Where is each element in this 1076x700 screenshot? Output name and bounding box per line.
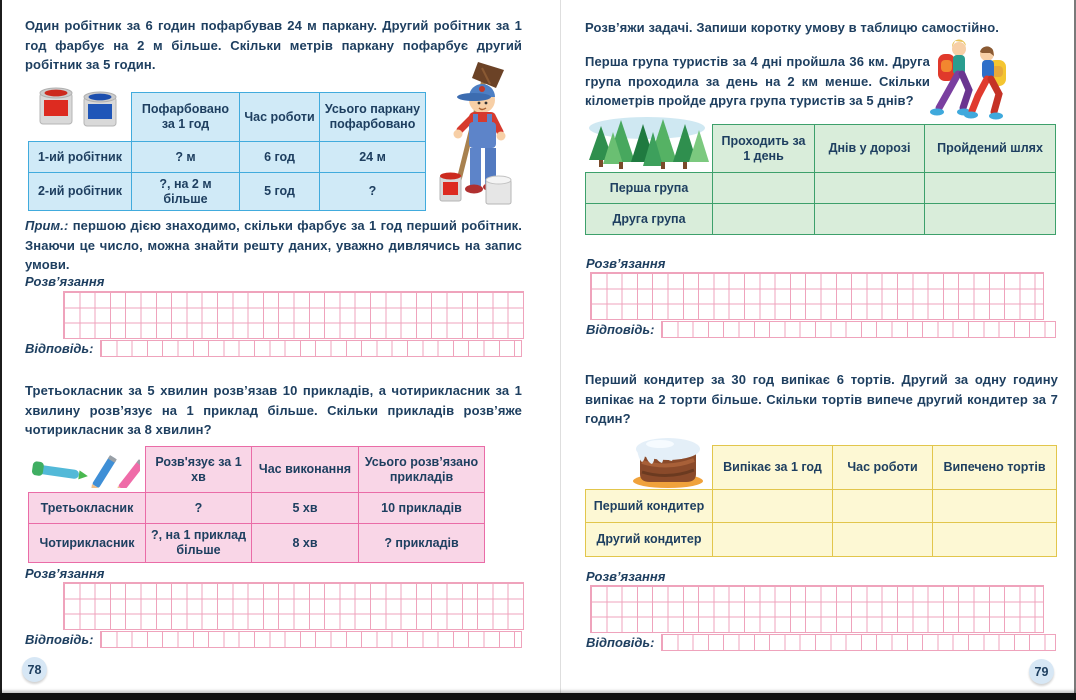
column-header: Проходить за 1 день [713,125,815,173]
table-row [29,142,426,173]
answer-label: Відповідь: [25,341,94,356]
table-row [586,490,1057,523]
painter-boy-icon [424,60,526,210]
answer-label: Відповідь: [25,632,94,647]
empty-cell [815,204,925,235]
page-gutter [560,0,561,700]
empty-cell [833,523,933,557]
row-label: 1-ий робітник [29,142,132,173]
answer-label: Відповідь: [586,635,655,650]
page-number-badge: 79 [1029,659,1054,684]
answer-grid [661,321,1056,338]
answer-grid [100,340,522,357]
column-header: Час роботи [240,93,320,142]
painting-table [28,92,426,211]
column-header: Днів у дорозі [815,125,925,173]
column-header: Час виконання [252,447,359,493]
empty-cell [925,173,1056,204]
empty-cell [933,490,1057,523]
solution-label: Розв’язання [586,256,666,271]
answer-label: Відповідь: [586,322,655,337]
book-left-edge [0,0,2,700]
row-label: Друга група [586,204,713,235]
row-label: Перший кондитер [586,490,713,523]
solution-label: Розв’язання [586,569,666,584]
table-row [29,524,485,563]
problem1-note [25,216,522,275]
empty-cell [713,204,815,235]
row-label: 2-ий робітник [29,173,132,211]
solution-label: Розв’язання [25,274,105,289]
table-corner-cell [29,447,146,493]
row-label: Третьокласник [29,493,146,524]
solution-label: Розв’язання [25,566,105,581]
table-header-row [586,446,1057,490]
table-cell: ? м [132,142,240,173]
book-bottom-edge [0,693,1076,700]
column-header: Випечено тортів [933,446,1057,490]
table-row [586,173,1056,204]
table-row [29,173,426,211]
empty-cell [933,523,1057,557]
answer-row [586,634,1056,651]
table-cell: 5 год [240,173,320,211]
empty-cell [925,204,1056,235]
table-cell: 24 м [320,142,426,173]
instruction-text: Розв’яжи задачі. Запиши коротку умову в таблицю самостійно. [585,20,1000,35]
solution-grid [590,272,1044,320]
table-row [586,523,1057,557]
note-text: першою дією знаходимо, скільки фарбує за 1 год перший робітник. Знаючи це число, можна знайти решту даних, уважно дивлячись на запис умови. [25,218,522,272]
answer-row [25,340,522,357]
table-cell: ? [320,173,426,211]
problem1-text: Один робітник за 6 годин пофарбував 24 м паркану. Другий робітник за 1 год фарбує на 2 м більше. Скільки метрів паркану пофарбує другий робітник за 5 годин. [25,18,522,72]
page-number-badge: 78 [22,657,47,682]
answer-row [25,631,522,648]
problem4-text: Перший кондитер за 30 год випікає 6 тортів. Другий за одну годину випікає на 2 торти більше. Скільки тортів випече другий кондитер за 7 годин? [585,372,1058,426]
column-header: Випікає за 1 год [713,446,833,490]
table-header-row [29,93,426,142]
table-header-row [586,125,1056,173]
table-header-row [29,447,485,493]
bakers-table [585,445,1057,557]
column-header: Пофарбовано за 1 год [132,93,240,142]
hikers-icon [930,36,1018,122]
table-corner-cell [586,125,713,173]
column-header: Пройдений шлях [925,125,1056,173]
table-cell: ? [146,493,252,524]
table-cell: ?, на 2 м більше [132,173,240,211]
table-row [29,493,485,524]
table-cell: ?, на 1 приклад більше [146,524,252,563]
table-corner-cell [586,446,713,490]
table-cell: ? прикладів [359,524,485,563]
table-cell: 6 год [240,142,320,173]
empty-cell [713,523,833,557]
empty-cell [815,173,925,204]
examples-table [28,446,485,563]
table-row [586,204,1056,235]
column-header: Час роботи [833,446,933,490]
table-cell: 8 хв [252,524,359,563]
column-header: Усього розв’язано прикладів [359,447,485,493]
empty-cell [713,173,815,204]
row-label: Перша група [586,173,713,204]
problem3-text: Перша група туристів за 4 дні пройшла 36 км. Друга група проходила за день на 2 км менше. Скільки кілометрів пройде друга група туристів за 5 днів? [585,54,930,108]
table-cell: 5 хв [252,493,359,524]
answer-grid [661,634,1056,651]
table-corner-cell [29,93,132,142]
row-label: Другий кондитер [586,523,713,557]
problem2-text: Третьокласник за 5 хвилин розв’язав 10 прикладів, а чотирикласник за 1 хвилину розв’язує на 1 приклад більше. Скільки прикладів розв’яже чотирикласник за 8 хвилин? [25,383,522,437]
solution-grid [590,585,1044,633]
answer-row [586,321,1056,338]
note-prefix: Прим.: [25,218,69,233]
solution-grid [63,291,524,339]
solution-grid [63,582,524,630]
row-label: Чотирикласник [29,524,146,563]
column-header: Розв'язує за 1 хв [146,447,252,493]
answer-grid [100,631,522,648]
empty-cell [833,490,933,523]
empty-cell [713,490,833,523]
table-cell: 10 прикладів [359,493,485,524]
tourists-table [585,124,1056,235]
column-header: Усього паркану пофарбовано [320,93,426,142]
